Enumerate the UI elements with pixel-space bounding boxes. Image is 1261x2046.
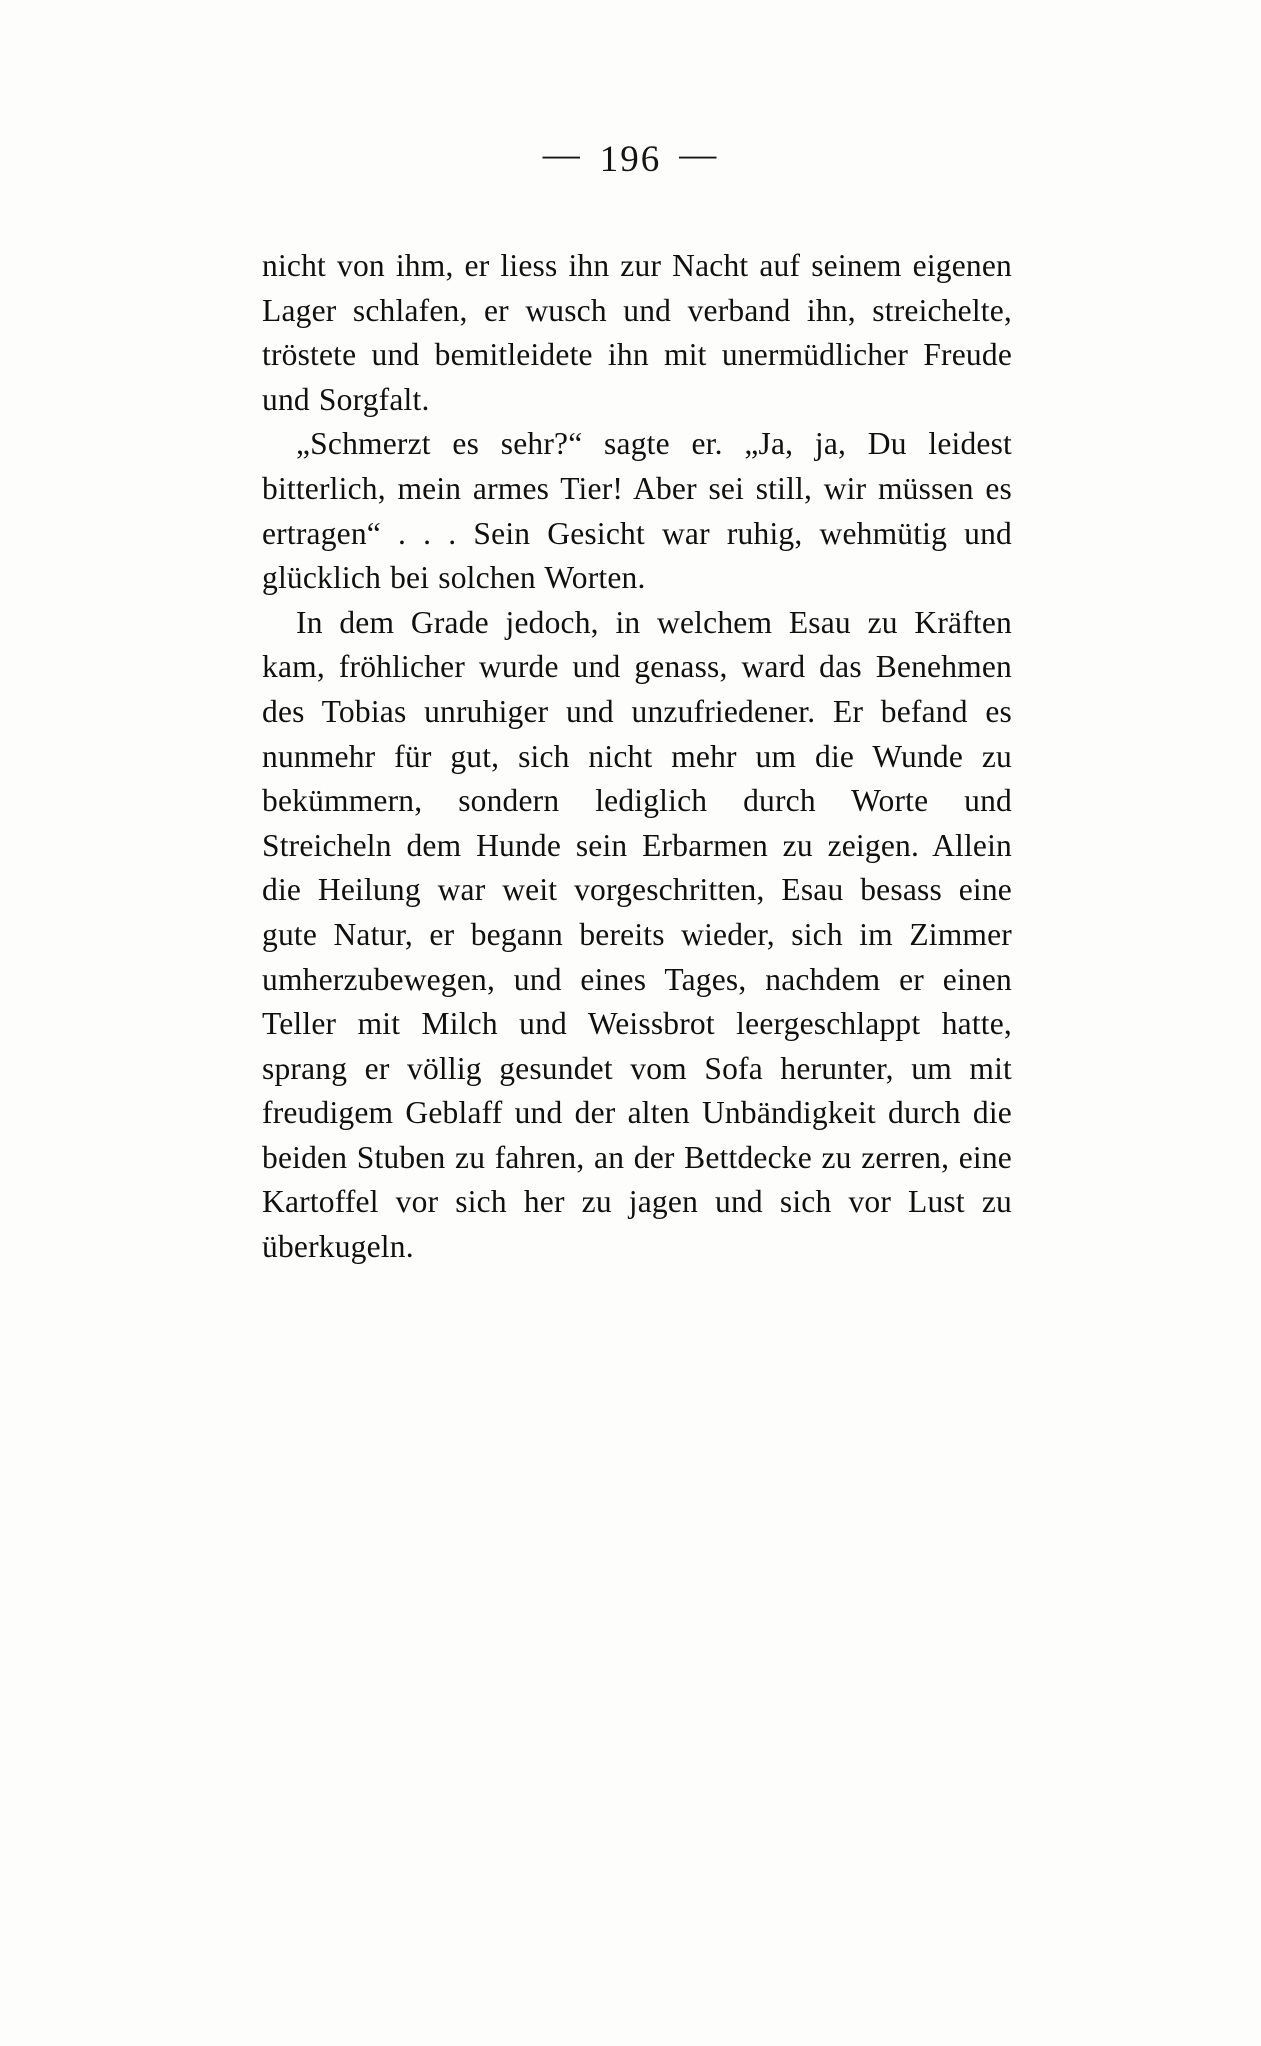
page-number-dash-right: — [679,134,719,175]
page-number-value: 196 [599,139,662,180]
body-text [262,244,1012,1270]
paragraph: In dem Grade jedoch, in welchem Esau zu Kräften kam, fröhlicher wurde und genass, ward das Benehmen des Tobias unruhiger und unzufriedener. Er befand es nunmehr für gut, sich nicht mehr um die Wunde zu bekümmern, sondern lediglich durch Worte und Streicheln dem Hunde sein Erbarmen zu zeigen. Allein die Heilung war weit vorgeschritten, Esau besass eine gute Natur, er begann bereits wieder, sich im Zimmer umherzubewegen, und eines Tages, nachdem er einen Teller mit Milch und Weissbrot leergeschlappt hatte, sprang er völlig gesundet vom Sofa herunter, um mit freudigem Geblaff und der alten Unbändigkeit durch die beiden Stuben zu fahren, an der Bettdecke zu zerren, eine Kartoffel vor sich her zu jagen und sich vor Lust zu überkugeln. [262,604,1012,1265]
paragraph: „Schmerzt es sehr?“ sagte er. „Ja, ja, Du leidest bitterlich, mein armes Tier! Aber sei still, wir müssen es ertragen“ . . . Sein Gesicht war ruhig, wehmütig und glücklich bei solchen Worten. [262,426,1012,596]
page-number-dash-left: — [542,134,582,175]
paragraph: nicht von ihm, er liess ihn zur Nacht auf seinem eigenen Lager schlafen, er wusch und verband ihn, streichelte, tröstete und bemitleidete ihn mit unermüdlicher Freude und Sorgfalt. [262,248,1012,417]
page-number [0,134,1261,181]
